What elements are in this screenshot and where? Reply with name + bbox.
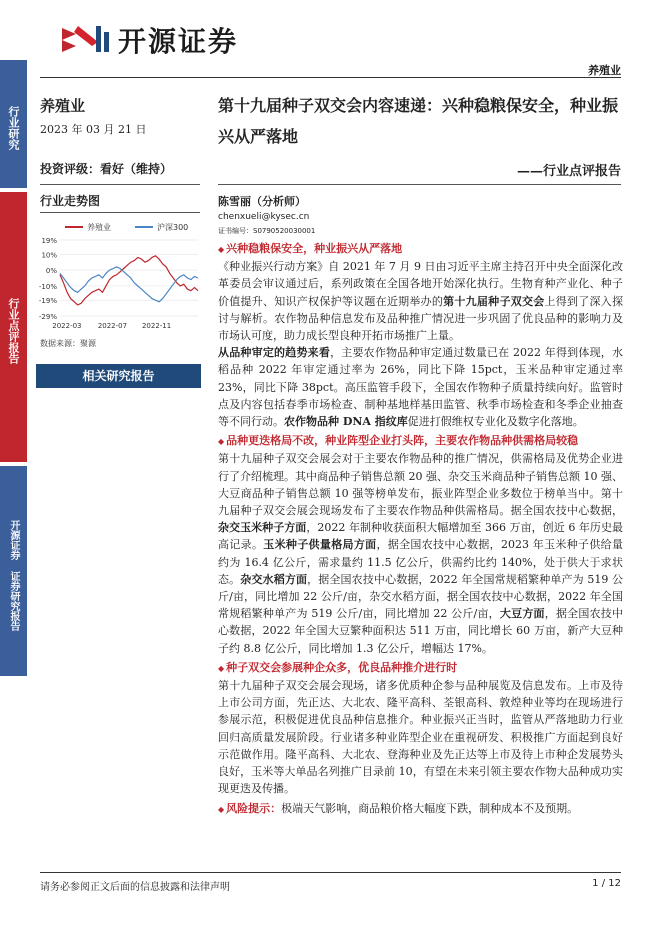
data-source: 数据来源：聚源	[40, 339, 96, 348]
page-title: 第十九届种子双交会内容速递：兴种稳粮保安全，种业振兴从严落地	[218, 96, 619, 146]
report-body	[218, 240, 623, 818]
x-tick-label: 2022-11	[141, 322, 172, 330]
investment-rating: 投资评级：看好（维持）	[40, 162, 173, 176]
analyst-email[interactable]: chenxueli@kysec.cn	[218, 212, 310, 222]
section-heading: ◆ 兴种稳粮保安全，种业振兴从严落地	[218, 240, 623, 258]
legend-label: 养殖业	[87, 223, 111, 232]
paragraph: 从品种审定的趋势来看，主要农作物品种审定通过数量已在 2022 年得到体现，水稻品种 2022 年审定通过率为 26%，同比下降 15pct，玉米品种审定通过率 23%，同比下降 38pct。高压监管手段下，全国农作物种子质量持续向好。监管时点及内容包括春季市场检查、制种基地样基田监管、秋季市场检查和冬季企业抽查等不同行动。农作物品种 DNA 指纹库促进打假维权专业化及数字化落地。	[218, 346, 623, 429]
sector-tag: 养殖业	[588, 64, 621, 77]
legend-label: 沪深300	[157, 223, 189, 232]
trend-chart	[30, 218, 205, 333]
header-divider	[40, 77, 621, 78]
y-tick-label: -19%	[38, 297, 57, 306]
series-line	[60, 267, 198, 302]
y-tick-label: -29%	[38, 313, 57, 321]
related-reports-button[interactable]: 相关研究报告	[36, 364, 201, 388]
sidebar-tab-report-type: 行业点评报告	[0, 192, 27, 462]
footer-disclaimer: 请务必参阅正文后面的信息披露和法律声明	[40, 882, 230, 893]
analyst-cert: 证书编号：S0790520030001	[218, 227, 316, 235]
title-divider	[218, 184, 621, 185]
left-divider	[40, 212, 200, 213]
sidebar-tab-research: 行业研究	[0, 60, 27, 188]
y-tick-label: 0%	[45, 267, 57, 276]
section-heading: ◆ 种子双交会参展种企众多，优良品种推介进行时	[218, 659, 623, 677]
report-subtitle: ——行业点评报告	[516, 164, 621, 179]
left-divider	[40, 184, 200, 185]
page-number: 1 / 12	[592, 878, 621, 889]
logo-icon	[58, 22, 110, 56]
x-tick-label: 2022-03	[52, 322, 82, 330]
y-tick-label: 19%	[41, 237, 57, 245]
paragraph: 第十九届种子双交会展会对于主要农作物品种的推广情况，供需格局及优势企业进行了介绍梳理。其中商品种子销售总额 20 强、杂交玉米商品种子销售总额 10 强、大豆商品种子销售总额 10 强等榜单发布，振业阵型企业多数位于榜单当中。第十九届种子双交会展会现场发布了主要农作物品种供需格局。据全国农技中心数据，杂交玉米种子方面，2022 年制种收获面积大幅增加至 366 万亩，创近 6 年历史最高记录。玉米种子供量格局方面，据全国农技中心数据，2023 年玉米种子供给量约为 16.4 亿公斤，需求量约 11.5 亿公斤，供需约比约 140%，处于供大于求状态。杂交水稻方面，据全国农技中心数据，2022 年全国常规稻繁种单产为 519 公斤/亩，同比增加 22 公斤/亩，杂交水稻方面，据全国农技中心数据，2022 年全国常规稻繁种单产为 519 公斤/亩，同比增加 22 公斤/亩，大豆方面，据全国农技中心数据，2022 年全国大豆繁种面积达 511 万亩，同比增长 60 万亩，新产大豆种子约 8.8 亿公斤，同比增加 1.3 亿公斤，增幅达 17%。	[218, 452, 624, 655]
logo-text: 开源证券	[118, 25, 239, 58]
series-line	[60, 256, 198, 305]
paragraph: 《种业振兴行动方案》自 2021 年 7 月 9 日由习近平主席主持召开中央全面深化改革委员会审议通过后，系列政策在全国各地开始深化执行。生物育种产业化、种子价值提升、知识产权保护等议题在近期举办的第十九届种子双交会上得到了深入探讨与解析。农作物品种信息发布及品种推广情况进一步巩固了优良品种的影响力及市场认可度，助力成长型良种开拓市场推广上量。	[218, 260, 624, 343]
report-date: 2023 年 03 月 21 日	[40, 123, 147, 136]
y-tick-label: -10%	[38, 282, 57, 291]
trend-title: 行业走势图	[40, 194, 101, 208]
sector-name: 养殖业	[40, 97, 86, 115]
analyst-name: 陈雪丽（分析师）	[218, 195, 306, 208]
paragraph: 第十九届种子双交会展会现场，诸多优质种企参与品种展览及信息发布。上市及待上市公司方面，先正达、大北农、隆平高科、荃银高科、敦煌种业等均在现场进行参展示范，积极促进优良品种信息推介。种业振兴正当时，监管从严落地助力行业回归高质量发展阶段。行业诸多种业阵型企业在重视研发、积极推广方面起到良好示范做作用。隆平高科、大北农、登海种业及先正达等上市及待上市种企发展势头良好，玉米等大单品名列推广目录前 10，有望在未来引领主要农作物大品种成功实现更迭及传播。	[218, 679, 623, 796]
sidebar-tab-brand: 开源证券 证券研究报告	[0, 466, 27, 676]
risk-paragraph: ◆ 风险提示：极端天气影响，商品粮价格大幅度下跌，制种成本不及预期。	[218, 800, 623, 818]
section-heading: ◆ 品种更迭格局不改，种业阵型企业打头阵，主要农作物品种供需格局较稳	[218, 432, 623, 450]
footer-divider	[40, 872, 621, 873]
x-tick-label: 2022-07	[97, 322, 128, 330]
y-tick-label: 10%	[41, 251, 57, 260]
